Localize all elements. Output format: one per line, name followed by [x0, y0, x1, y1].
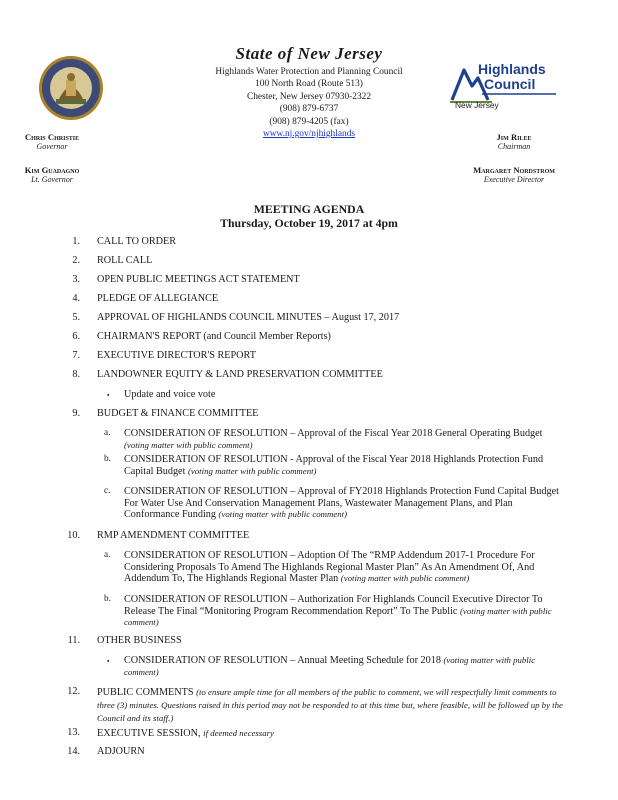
bullet-icon: ▪ [107, 391, 110, 399]
agenda-text: RMP AMENDMENT COMMITTEE [97, 530, 250, 541]
agenda-text: EXECUTIVE DIRECTOR'S REPORT [97, 350, 256, 361]
agenda-text: BUDGET & FINANCE COMMITTEE [97, 408, 259, 419]
subitem-text: Update and voice vote [124, 389, 216, 400]
subitem-note: (voting matter with public comment) [124, 439, 253, 450]
agenda-number: 11. [67, 635, 80, 646]
official-governor [7, 132, 97, 152]
subitem-letter: a. [104, 428, 111, 438]
subitem-note: (voting matter with public comment) [124, 655, 536, 677]
subitem-text: CONSIDERATION OF RESOLUTION – Approval of the Fiscal Year 2018 General Operating Budget (voting matter with public comment) [124, 428, 543, 450]
subitem-letter: c. [104, 486, 111, 496]
official-executive-director [455, 165, 573, 185]
subitem-text: CONSIDERATION OF RESOLUTION – Adoption Of The “RMP Addendum 2017-1 Procedure For Considering Proposals To Amend The Highlands Regional Master Plan” As An Amendment Of, And Addendum To, The Highlands Regional Master Plan (voting matter with public comment) [124, 550, 535, 585]
agenda-text: PUBLIC COMMENTS (to ensure ample time for all members of the public to comment, we will respectfully limit comments to three (3) minutes. Questions raised in this period may not be responded to at this time but, where feasible, will be followed up by the Council and its staff.) [97, 687, 563, 723]
official-chairman [469, 132, 559, 152]
subitem-text: CONSIDERATION OF RESOLUTION – Approval of FY2018 Highlands Protection Fund Capital Budget For Water Use And Conservation Management Plans, Wastewater Management Plans, and Plan Conformance Funding (voting matter with public comment) [124, 486, 559, 521]
agenda-number: 8. [72, 369, 80, 380]
agenda-number: 13. [67, 727, 80, 738]
subitem-text: CONSIDERATION OF RESOLUTION – Authorization For Highlands Council Executive Director To Release The Final “Monitoring Program Recommendation Report” To The Public (voting matter with public comment) [124, 594, 552, 628]
meeting-title: MEETING AGENDA [253, 202, 365, 216]
subitem-letter: b. [104, 454, 111, 464]
agenda-number: 12. [67, 686, 80, 697]
agenda-number: 5. [72, 312, 80, 323]
state-title: State of New Jersey [235, 44, 383, 63]
official-name: Kim Guadagno [24, 165, 80, 175]
address-line-1: 100 North Road (Route 513) [255, 79, 363, 90]
agenda-text: LANDOWNER EQUITY & LAND PRESERVATION COMMITTEE [97, 369, 383, 380]
official-lt-governor [7, 165, 97, 185]
bullet-icon: ▪ [107, 657, 110, 665]
agenda-text: CHAIRMAN'S REPORT (and Council Member Reports) [97, 331, 331, 342]
official-name: Chris Christie [24, 132, 80, 142]
subitem-note: (voting matter with public comment) [124, 605, 552, 628]
subitem-letter: a. [104, 550, 111, 560]
agenda-note: (to ensure ample time for all members of the public to comment, we will respectfully limit comments to three (3) minutes. Questions raised in this period may not be responded to at this time but, where feasible, will be followed up by the Council and its staff.) [97, 687, 563, 723]
address-line-2: Chester, New Jersey 07930-2322 [246, 91, 372, 102]
subitem-note: (voting matter with public comment) [187, 465, 317, 476]
phone-number: (908) 879-6737 [279, 104, 339, 115]
website-link[interactable]: www.nj.gov/njhighlands [262, 129, 356, 140]
meeting-datetime: Thursday, October 19, 2017 at 4pm [220, 216, 398, 230]
agenda-text: PLEDGE OF ALLEGIANCE [97, 293, 219, 304]
agenda-text: APPROVAL OF HIGHLANDS COUNCIL MINUTES – August 17, 2017 [97, 312, 400, 323]
agenda-number: 6. [72, 331, 80, 342]
agency-name: Highlands Water Protection and Planning Council [215, 67, 403, 77]
subitem-letter: b. [104, 594, 111, 604]
subitem-note: (voting matter with public comment) [218, 509, 348, 520]
agenda-text: EXECUTIVE SESSION, if deemed necessary [97, 728, 274, 739]
meeting-title-block [0, 202, 618, 230]
logo-subtitle: New Jersey [455, 100, 499, 110]
agenda-text: ADJOURN [97, 746, 145, 757]
agenda-number: 2. [72, 255, 80, 266]
subitem-note: (voting matter with public comment) [340, 573, 470, 584]
official-name: Margaret Nordstrom [473, 165, 555, 175]
official-title: Lt. Governor [31, 175, 73, 184]
agenda-number: 4. [72, 293, 80, 304]
agenda-text: CALL TO ORDER [97, 236, 177, 247]
subitem-text: CONSIDERATION OF RESOLUTION – Annual Meeting Schedule for 2018 (voting matter with public comment) [124, 655, 536, 677]
agenda-text: OPEN PUBLIC MEETINGS ACT STATEMENT [97, 274, 300, 285]
agenda-number: 10. [67, 530, 80, 541]
agenda-number: 9. [72, 408, 80, 419]
agenda-number: 14. [67, 746, 80, 757]
official-name: Jim Rilee [496, 132, 532, 142]
agenda-text: ROLL CALL [97, 255, 153, 266]
agenda-text: OTHER BUSINESS [97, 635, 182, 646]
fax-number: (908) 879-4205 (fax) [269, 116, 349, 127]
official-title: Chairman [497, 142, 531, 151]
official-title: Governor [36, 142, 68, 151]
agenda-number: 3. [72, 274, 80, 285]
agenda-note: if deemed necessary [203, 728, 274, 738]
logo-line-1: Highlands [478, 61, 546, 77]
agenda-number: 7. [72, 350, 80, 361]
logo-line-2: Council [484, 76, 536, 92]
agenda-number: 1. [72, 236, 80, 247]
official-title: Executive Director [483, 175, 545, 184]
subitem-text: CONSIDERATION OF RESOLUTION - Approval of the Fiscal Year 2018 Highlands Protection Fund Capital Budget (voting matter with public comment) [124, 454, 544, 477]
